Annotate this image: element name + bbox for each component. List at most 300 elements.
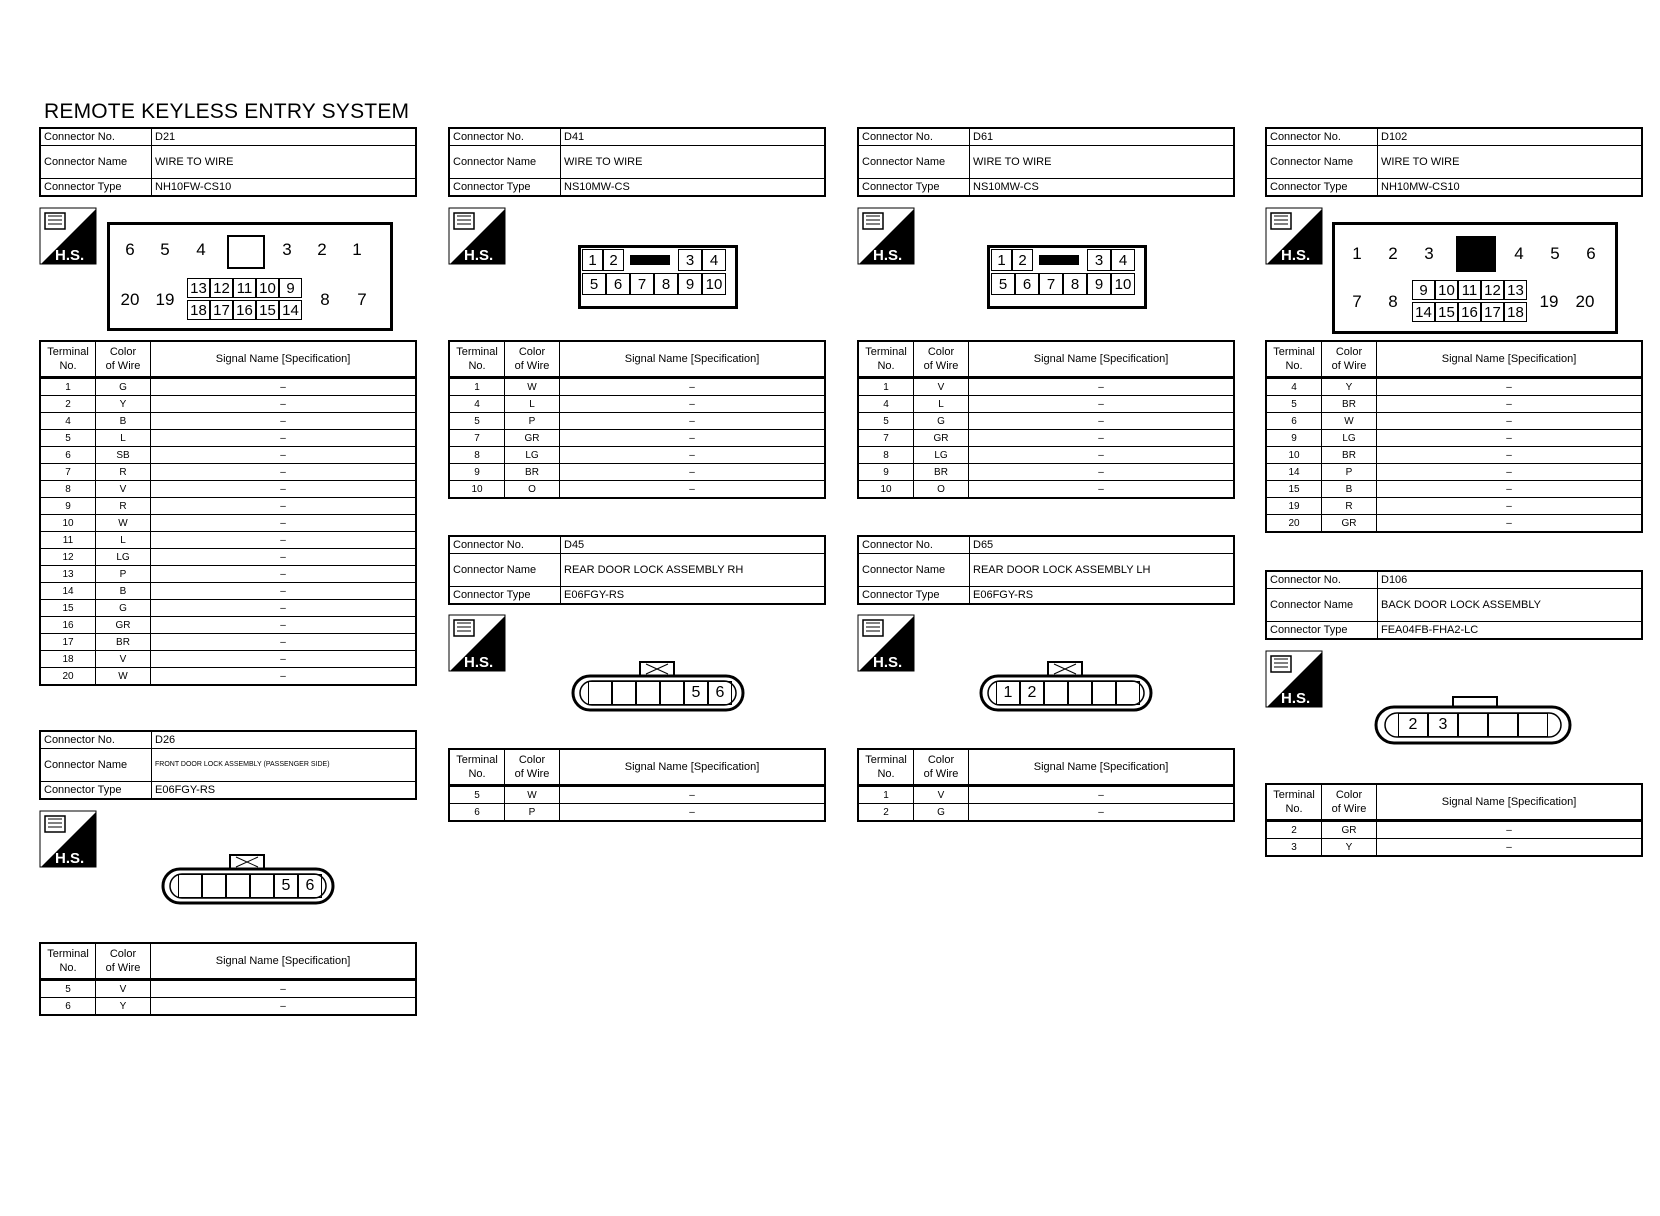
pin-label: 1 [582,249,603,271]
d41-terminal-table-wrap [448,340,826,499]
d45-header-table [448,535,826,605]
terminal-no-cell: 7 [40,464,96,481]
label-connector-name: Connector Name [40,749,152,782]
table-row [449,413,825,430]
terminal-no-cell: 15 [1266,481,1322,498]
pin-label: 7 [630,273,654,295]
terminal-no-cell: 5 [1266,396,1322,413]
label-connector-no: Connector No. [40,128,152,146]
table-row [40,668,416,686]
label-connector-type: Connector Type [858,587,970,605]
wire-color-cell: Y [96,396,151,413]
connector-type-value: NH10MW-CS10 [1378,179,1643,197]
label-connector-no: Connector No. [858,128,970,146]
color-header: Color of Wire [505,749,560,786]
signal-name-header: Signal Name [Specification] [560,749,826,786]
terminal-no-cell: 1 [858,378,914,396]
connector-type-value: E06FGY-RS [152,782,417,800]
d21-header-table [39,127,417,197]
signal-name-cell: – [151,378,417,396]
pin-label: 9 [1412,280,1435,300]
table-row [1266,481,1642,498]
pin-label: 14 [1412,302,1435,322]
signal-name-header: Signal Name [Specification] [560,341,826,378]
wire-color-cell: B [96,583,151,600]
terminal-no-header: Terminal No. [1266,784,1322,821]
pin-label: 3 [1087,249,1111,271]
d61-terminal-table-wrap [857,340,1235,499]
pin-label: 17 [1481,302,1504,322]
signal-name-cell: – [1377,481,1643,498]
signal-name-cell: – [969,786,1235,804]
signal-name-cell: – [969,481,1235,499]
signal-name-cell: – [1377,498,1643,515]
wire-color-cell: O [505,481,560,499]
terminal-no-cell: 9 [1266,430,1322,447]
connector-no-value: D102 [1378,128,1643,146]
table-row [858,804,1234,822]
connector-name-value: REAR DOOR LOCK ASSEMBLY RH [561,554,826,587]
connector-d61 [857,127,1235,197]
terminal-no-cell: 3 [1266,839,1322,857]
pin-label [1458,713,1488,737]
page-title: REMOTE KEYLESS ENTRY SYSTEM [44,100,410,123]
table-row [40,464,416,481]
signal-name-cell: – [151,515,417,532]
connector-no-value: D41 [561,128,826,146]
wire-color-cell: GR [505,430,560,447]
svg-text:H.S.: H.S. [55,247,85,264]
table-row [40,515,416,532]
pin-label: 1 [991,249,1012,271]
signal-name-cell: – [560,396,826,413]
signal-name-cell: – [560,413,826,430]
pin-blocked [1039,255,1079,265]
terminal-no-cell: 9 [858,464,914,481]
signal-name-cell: – [151,600,417,617]
pin-label: 19 [155,290,175,309]
pin-label [1116,681,1140,705]
label-connector-type: Connector Type [858,179,970,197]
pin-label: 1 [1352,244,1362,263]
signal-name-cell: – [560,447,826,464]
pin-label: 2 [1020,681,1044,705]
svg-text:H.S.: H.S. [55,850,85,867]
label-connector-name: Connector Name [858,554,970,587]
wire-color-cell: BR [505,464,560,481]
pin-label: 10 [256,278,279,298]
table-row [40,583,416,600]
connector-type-value: E06FGY-RS [970,587,1235,605]
pin-label [1092,681,1116,705]
terminal-no-cell: 10 [858,481,914,499]
wire-color-cell: LG [1322,430,1377,447]
label-connector-name: Connector Name [449,146,561,179]
wire-color-cell: Y [96,998,151,1016]
d41-header-table [448,127,826,197]
terminal-no-cell: 17 [40,634,96,651]
label-connector-name: Connector Name [858,146,970,179]
pin-label [1518,713,1548,737]
connector-type-value: FEA04FB-FHA2-LC [1378,622,1643,640]
pin-label: 6 [1015,273,1039,295]
wire-color-cell: W [96,515,151,532]
pin-label: 2 [317,240,327,259]
wire-color-cell: BR [1322,447,1377,464]
pin-label: 20 [120,290,140,309]
signal-name-cell: – [151,498,417,515]
terminal-no-cell: 1 [40,378,96,396]
pin-label: 6 [125,240,135,259]
terminal-no-header: Terminal No. [1266,341,1322,378]
d21-terminal-table [39,340,417,686]
wire-color-cell: R [1322,498,1377,515]
d61-header-table [857,127,1235,197]
table-row [449,481,825,499]
terminal-no-cell: 10 [40,515,96,532]
d26-terminal-table [39,942,417,1016]
table-row [858,430,1234,447]
wire-color-cell: W [96,668,151,686]
wire-color-cell: GR [1322,515,1377,533]
table-row [449,804,825,822]
wire-color-cell: Y [1322,378,1377,396]
connector-name-value: BACK DOOR LOCK ASSEMBLY [1378,589,1643,622]
pin-label: 18 [1504,302,1527,322]
table-row [1266,498,1642,515]
label-connector-type: Connector Type [1266,622,1378,640]
pin-label: 11 [1458,280,1481,300]
hs-icon [39,207,97,270]
pin-label: 5 [684,681,708,705]
pin-label [588,681,612,705]
signal-name-cell: – [151,617,417,634]
terminal-no-cell: 6 [449,804,505,822]
pin-label: 9 [678,273,702,295]
wire-color-cell: R [96,498,151,515]
hs-icon [857,614,915,677]
d65-terminal-table-wrap [857,748,1235,822]
terminal-no-cell: 20 [1266,515,1322,533]
label-connector-no: Connector No. [1266,128,1378,146]
terminal-no-cell: 8 [40,481,96,498]
signal-name-header: Signal Name [Specification] [1377,341,1643,378]
wire-color-cell: P [1322,464,1377,481]
terminal-no-cell: 6 [40,447,96,464]
terminal-no-header: Terminal No. [40,943,96,980]
pin-label: 16 [1458,302,1481,322]
signal-name-cell: – [151,464,417,481]
d26-terminal-table-wrap [39,942,417,1016]
signal-name-cell: – [151,566,417,583]
pin-label: 5 [274,874,298,898]
signal-name-cell: – [1377,821,1643,839]
pin-label: 6 [708,681,732,705]
pin-label: 19 [1539,292,1559,311]
pin-label: 9 [1087,273,1111,295]
connector-no-value: D61 [970,128,1235,146]
terminal-no-cell: 2 [1266,821,1322,839]
terminal-no-cell: 5 [449,786,505,804]
pin-label: 5 [991,273,1015,295]
signal-name-cell: – [560,481,826,499]
label-connector-type: Connector Type [40,782,152,800]
pin-label: 12 [210,278,233,298]
terminal-no-cell: 9 [449,464,505,481]
pin-label: 4 [1111,249,1135,271]
signal-name-cell: – [151,430,417,447]
d45-terminal-table-wrap [448,748,826,822]
pin-label [178,874,202,898]
terminal-no-cell: 13 [40,566,96,583]
pin-label: 1 [352,240,362,259]
pin-label [1488,713,1518,737]
pin-label: 17 [210,300,233,320]
wire-color-cell: BR [914,464,969,481]
d102-terminal-table-wrap [1265,340,1643,533]
signal-name-cell: – [151,396,417,413]
terminal-no-cell: 12 [40,549,96,566]
wire-color-cell: G [96,378,151,396]
pin-label: 20 [1575,292,1595,311]
pin-label: 9 [279,278,302,298]
signal-name-cell: – [1377,464,1643,481]
pin-label: 8 [1388,292,1398,311]
signal-name-cell: – [151,668,417,686]
wire-color-cell: V [96,980,151,998]
color-header: Color of Wire [914,341,969,378]
signal-name-cell: – [151,549,417,566]
terminal-no-cell: 9 [40,498,96,515]
label-connector-type: Connector Type [449,587,561,605]
table-row [1266,378,1642,396]
hs-icon [1265,650,1323,713]
signal-name-cell: – [969,413,1235,430]
pin-label: 7 [357,290,367,309]
label-connector-no: Connector No. [449,128,561,146]
pin-label: 8 [654,273,678,295]
signal-name-cell: – [560,430,826,447]
wire-color-cell: G [914,804,969,822]
signal-name-cell: – [151,447,417,464]
table-row [1266,413,1642,430]
connector-type-value: NH10FW-CS10 [152,179,417,197]
connector-type-value: E06FGY-RS [561,587,826,605]
wire-color-cell: L [96,430,151,447]
pin-label: 6 [298,874,322,898]
terminal-no-cell: 6 [40,998,96,1016]
wire-color-cell: LG [914,447,969,464]
color-header: Color of Wire [96,943,151,980]
signal-name-cell: – [151,651,417,668]
signal-name-header: Signal Name [Specification] [1377,784,1643,821]
signal-name-cell: – [151,998,417,1016]
label-connector-name: Connector Name [40,146,152,179]
terminal-no-cell: 11 [40,532,96,549]
wire-color-cell: SB [96,447,151,464]
table-row [40,549,416,566]
wire-color-cell: O [914,481,969,499]
connector-d45 [448,535,826,605]
pin-label: 15 [256,300,279,320]
table-row [40,532,416,549]
pin-label: 18 [187,300,210,320]
svg-text:H.S.: H.S. [464,247,494,264]
pin-label: 5 [160,240,170,259]
table-row [858,447,1234,464]
pin-blocked [1456,236,1496,272]
pin-label: 6 [1586,244,1596,263]
hs-icon [448,207,506,270]
pin-label: 3 [1424,244,1434,263]
wire-color-cell: BR [1322,396,1377,413]
wire-color-cell: B [96,413,151,430]
terminal-no-cell: 4 [1266,378,1322,396]
pin-label: 6 [606,273,630,295]
terminal-no-cell: 2 [40,396,96,413]
connector-d102 [1265,127,1643,197]
d102-terminal-table [1265,340,1643,533]
signal-name-cell: – [969,396,1235,413]
pin-label: 2 [603,249,624,271]
table-row [449,447,825,464]
wire-color-cell: V [914,786,969,804]
terminal-no-cell: 2 [858,804,914,822]
pin-label: 15 [1435,302,1458,322]
wire-color-cell: W [505,378,560,396]
svg-text:H.S.: H.S. [873,654,903,671]
d106-terminal-table [1265,783,1643,857]
table-row [858,481,1234,499]
wire-color-cell: GR [96,617,151,634]
table-row [858,396,1234,413]
wire-color-cell: GR [914,430,969,447]
svg-text:H.S.: H.S. [873,247,903,264]
wire-color-cell: B [1322,481,1377,498]
signal-name-cell: – [151,532,417,549]
terminal-no-cell: 4 [858,396,914,413]
pin-label: 10 [1111,273,1135,295]
connector-type-value: NS10MW-CS [970,179,1235,197]
signal-name-cell: – [969,804,1235,822]
color-header: Color of Wire [914,749,969,786]
pin-label: 7 [1039,273,1063,295]
table-row [40,600,416,617]
signal-name-cell: – [1377,447,1643,464]
connector-d41 [448,127,826,197]
terminal-no-cell: 5 [40,980,96,998]
signal-name-cell: – [560,786,826,804]
pin-label: 8 [320,290,330,309]
signal-name-cell: – [969,464,1235,481]
wire-color-cell: R [96,464,151,481]
d61-terminal-table [857,340,1235,499]
pin-label: 13 [1504,280,1527,300]
table-row [1266,396,1642,413]
d21-terminal-table-wrap [39,340,417,686]
table-row [449,396,825,413]
pin-label [226,874,250,898]
pin-label: 3 [1428,713,1458,737]
table-row [40,396,416,413]
signal-name-cell: – [1377,430,1643,447]
pin-label [202,874,226,898]
wire-color-cell: P [96,566,151,583]
color-header: Color of Wire [505,341,560,378]
terminal-no-cell: 6 [1266,413,1322,430]
table-row [1266,515,1642,533]
svg-text:H.S.: H.S. [464,654,494,671]
connector-name-value: WIRE TO WIRE [1378,146,1643,179]
table-row [449,430,825,447]
hs-icon [857,207,915,270]
pin-label: 4 [702,249,726,271]
wire-color-cell: BR [96,634,151,651]
terminal-no-cell: 19 [1266,498,1322,515]
wire-color-cell: P [505,413,560,430]
label-connector-no: Connector No. [40,731,152,749]
d65-terminal-table [857,748,1235,822]
label-connector-name: Connector Name [1266,146,1378,179]
label-connector-type: Connector Type [40,179,152,197]
table-row [449,786,825,804]
terminal-no-cell: 5 [449,413,505,430]
connector-d65 [857,535,1235,605]
signal-name-cell: – [1377,515,1643,533]
pin-label [1044,681,1068,705]
table-row [449,464,825,481]
signal-name-header: Signal Name [Specification] [151,341,417,378]
wire-color-cell: GR [1322,821,1377,839]
terminal-no-cell: 1 [858,786,914,804]
terminal-no-cell: 8 [858,447,914,464]
table-row [40,481,416,498]
wire-color-cell: P [505,804,560,822]
connector-name-value: WIRE TO WIRE [970,146,1235,179]
signal-name-cell: – [969,378,1235,396]
terminal-no-header: Terminal No. [858,341,914,378]
pin-label: 5 [1550,244,1560,263]
table-row [1266,430,1642,447]
terminal-no-cell: 5 [40,430,96,447]
label-connector-no: Connector No. [1266,571,1378,589]
connector-no-value: D45 [561,536,826,554]
connector-no-value: D106 [1378,571,1643,589]
wire-color-cell: L [505,396,560,413]
table-row [40,566,416,583]
table-row [1266,839,1642,857]
table-row [858,378,1234,396]
label-connector-no: Connector No. [858,536,970,554]
pin-label: 13 [187,278,210,298]
terminal-no-cell: 10 [449,481,505,499]
wire-color-cell: L [914,396,969,413]
table-row [1266,821,1642,839]
table-row [40,447,416,464]
signal-name-cell: – [151,481,417,498]
signal-name-cell: – [560,464,826,481]
terminal-no-cell: 5 [858,413,914,430]
pin-label [636,681,660,705]
table-row [40,413,416,430]
table-row [40,980,416,998]
connector-name-value: FRONT DOOR LOCK ASSEMBLY (PASSENGER SIDE) [152,749,417,782]
terminal-no-cell: 1 [449,378,505,396]
wire-color-cell: V [96,481,151,498]
signal-name-cell: – [560,378,826,396]
hs-icon [1265,207,1323,270]
label-connector-type: Connector Type [449,179,561,197]
